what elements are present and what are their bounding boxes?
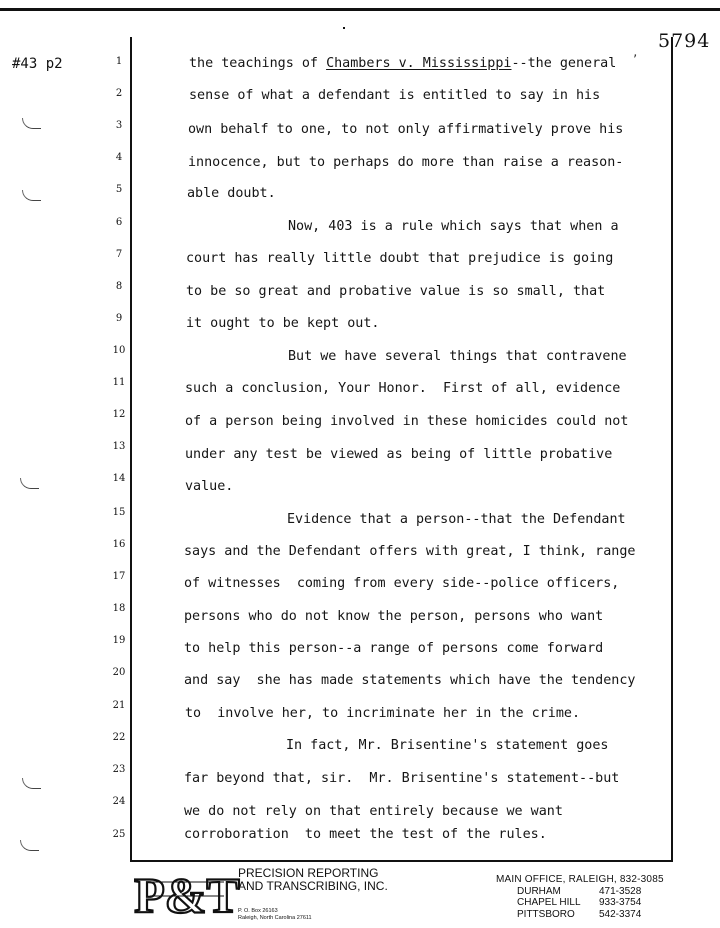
transcript-line: own behalf to one, to not only affirmatively prove his — [188, 122, 624, 137]
transcript-line — [189, 56, 616, 71]
transcript-line: court has really little doubt that prejudice is going — [186, 251, 614, 266]
transcript-line: persons who do not know the person, persons who want — [184, 609, 604, 624]
transcript-line: But we have several things that contravene — [288, 349, 627, 364]
line-number: 11 — [112, 377, 126, 388]
line-text: the teachings of — [189, 56, 327, 71]
line-number: 4 — [115, 152, 123, 163]
transcript-line: to help this person--a range of persons come forward — [184, 641, 604, 656]
office-listing — [496, 874, 664, 920]
office-city: CHAPEL HILL — [517, 897, 581, 908]
margin-mark — [20, 478, 39, 489]
transcript-line: far beyond that, sir. Mr. Brisentine's statement--but — [184, 771, 620, 786]
mailing-address — [238, 908, 312, 921]
document-reference: #43 p2 — [12, 56, 63, 72]
logo-text: P&T — [134, 867, 240, 923]
transcript-line: corroboration to meet the test of the rules. — [184, 827, 547, 842]
margin-mark — [22, 190, 41, 201]
transcript-line: to be so great and probative value is so small, that — [186, 284, 606, 299]
line-number: 10 — [112, 345, 126, 356]
line-number: 9 — [115, 313, 123, 324]
transcript-line: value. — [185, 479, 234, 494]
office-row — [496, 897, 664, 909]
margin-mark — [20, 840, 39, 851]
line-number: 12 — [112, 409, 126, 420]
line-number: 15 — [112, 507, 126, 518]
transcript-line: and say she has made statements which have the tendency — [184, 673, 636, 688]
transcript-line: we do not rely on that entirely because we want — [184, 804, 563, 819]
line-text: --the general — [511, 56, 617, 71]
transcript-line: such a conclusion, Your Honor. First of all, evidence — [185, 381, 621, 396]
transcript-line: Now, 403 is a rule which says that when a — [288, 219, 619, 234]
page-number-tick: , — [632, 46, 639, 59]
transcript-line: of a person being involved in these homicides could not — [185, 414, 629, 429]
address-line: P. O. Box 26163 — [238, 908, 278, 914]
case-citation: Chambers v. Mississippi — [326, 56, 512, 71]
transcript-line: it ought to be kept out. — [186, 316, 380, 331]
address-line: Raleigh, North Carolina 27611 — [238, 914, 312, 921]
office-phone: 933-3754 — [599, 897, 642, 908]
line-number: 7 — [115, 249, 123, 260]
line-number: 3 — [115, 120, 123, 131]
transcript-line: sense of what a defendant is entitled to say in his — [189, 88, 601, 103]
firm-name-line: AND TRANSCRIBING, INC. — [238, 879, 388, 893]
transcript-line: says and the Defendant offers with great, I think, range — [184, 544, 636, 559]
punch-mark — [343, 27, 345, 29]
line-number: 20 — [112, 667, 126, 678]
office-phone: 471-3528 — [599, 885, 642, 897]
line-number: 14 — [112, 473, 126, 484]
line-number: 6 — [115, 217, 123, 228]
margin-mark — [22, 118, 41, 129]
transcript-line: Evidence that a person--that the Defendant — [287, 512, 626, 527]
transcript-line: innocence, but to perhaps do more than raise a reason- — [188, 155, 624, 170]
firm-name — [238, 867, 388, 893]
line-number: 13 — [112, 441, 126, 452]
line-number: 17 — [112, 571, 126, 582]
office-row — [496, 909, 664, 921]
line-number: 2 — [115, 88, 123, 99]
transcript-line: of witnesses coming from every side--police officers, — [184, 576, 620, 591]
line-number: 5 — [115, 184, 123, 195]
office-city: DURHAM — [517, 885, 561, 897]
line-number: 24 — [112, 796, 126, 807]
line-number: 22 — [112, 732, 126, 743]
page-number: 5794 — [658, 30, 711, 52]
line-number: 1 — [115, 56, 123, 67]
line-number: 23 — [112, 764, 126, 775]
line-number: 21 — [112, 700, 126, 711]
transcript-line: able doubt. — [187, 186, 276, 201]
company-logo — [134, 867, 240, 923]
line-number: 18 — [112, 603, 126, 614]
transcript-line: In fact, Mr. Brisentine's statement goes — [286, 738, 609, 753]
line-number: 19 — [112, 635, 126, 646]
top-rule — [0, 8, 720, 11]
margin-mark — [22, 778, 41, 789]
transcript-line: to involve her, to incriminate her in the crime. — [185, 706, 581, 721]
firm-name-line: PRECISION REPORTING — [238, 866, 379, 880]
transcript-line: under any test be viewed as being of little probative — [185, 447, 613, 462]
line-number: 25 — [112, 829, 126, 840]
line-number: 8 — [115, 281, 123, 292]
line-number: 16 — [112, 539, 126, 550]
office-row — [496, 886, 664, 898]
office-city: PITTSBORO — [517, 908, 575, 920]
office-phone: 542-3374 — [599, 908, 642, 920]
main-office: MAIN OFFICE, RALEIGH, 832-3085 — [496, 874, 664, 885]
